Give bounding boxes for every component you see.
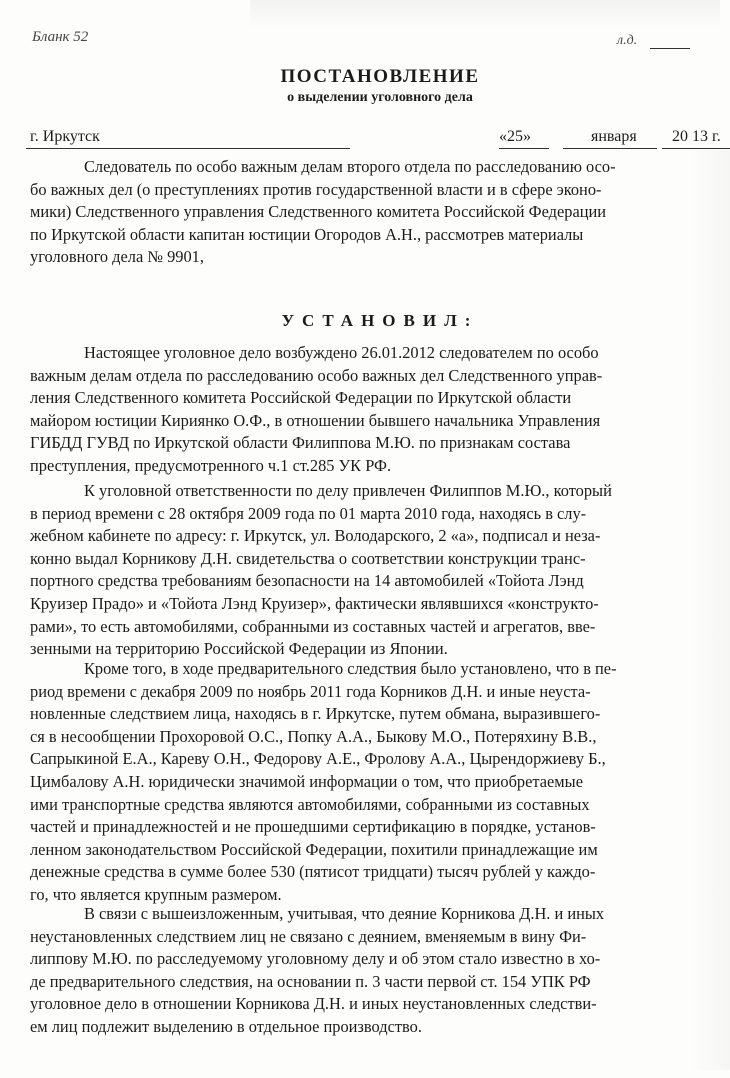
text-line: Круизер Прадо» и «Тойота Лэнд Круизер», фактически являвшихся «конструкто- (30, 593, 599, 613)
text-line: зенными на территорию Российской Федерации из Японии. (30, 639, 448, 659)
text-line: риод времени с декабря 2009 по ноябрь 2011 года Корников Д.Н. и иные неуста- (30, 681, 591, 701)
text-line: майором юстиции Кириянко О.Ф., в отношении бывшего начальника Управления (30, 410, 601, 430)
text-line: К уголовной ответственности по делу привлечен Филиппов М.Ю., который (84, 481, 612, 500)
form-label: Бланк 52 (32, 29, 89, 45)
text-line: по Иркутской области капитан юстиции Огородов А.Н., рассмотрев материалы (30, 224, 584, 244)
text-line: липпову М.Ю. по расследуемому уголовному делу и об этом стало известно в хо- (30, 949, 601, 969)
text-line: бо важных дел (о преступлениях против государственной власти и в сфере эконо- (30, 179, 602, 199)
text-line: уголовного дела № 9901, (30, 247, 204, 267)
text-line: новленные следствием лица, находясь в г. Иркутске, путем обмана, выразившего- (30, 704, 601, 724)
text-line: Кроме того, в ходе предварительного следствия было установлено, что в пе- (84, 659, 617, 678)
case-page-number-label: л.д. (617, 33, 638, 48)
paragraph-1 (30, 342, 730, 478)
scan-shadow (250, 0, 720, 28)
city-underline (26, 148, 350, 149)
text-line: Цимбалову А.Н. юридически значимой информации о том, что приобретаемые (30, 771, 583, 791)
text-line: де предварительного следствия, на основании п. 3 части первой ст. 154 УПК РФ (30, 971, 591, 991)
text-line: денежные средства в сумме более 530 (пятисот тридцати) тысяч рублей у каждо- (30, 862, 596, 882)
text-line: го, что является крупным размером. (30, 884, 282, 904)
text-line: в период времени с 28 октября 2009 года по 01 марта 2010 года, находясь в слу- (30, 503, 587, 523)
text-line: мики) Следственного управления Следственного комитета Российской Федерации (30, 202, 607, 222)
section-heading: УСТАНОВИЛ: (281, 311, 479, 330)
text-line: рами», то есть автомобилями, собранными из составных частей и агрегатов, вве- (30, 616, 596, 636)
text-line: Настоящее уголовное дело возбуждено 26.01.2012 следователем по особо (84, 343, 599, 362)
text-line: конно выдал Корникову Д.Н. свидетельства о соответствии конструкции транс- (30, 548, 586, 568)
text-line: ленном законодательством Российской Федерации, похитили принадлежащие им (30, 839, 598, 859)
date-month: января (591, 128, 637, 145)
text-line: ления Следственного комитета Российской Федерации по Иркутской области (30, 388, 572, 408)
text-line: важным делам отдела по расследованию особо важных дел Следственного управ- (30, 365, 603, 385)
text-line: Следователь по особо важным делам второго отдела по расследованию осо- (84, 157, 616, 176)
text-line: ем лиц подлежит выделению в отдельное производство. (30, 1016, 422, 1036)
text-line: В связи с вышеизложенным, учитывая, что деяние Корникова Д.Н. и иных (84, 904, 605, 923)
city: г. Иркутск (30, 128, 100, 145)
document-subtitle: о выделении уголовного дела (287, 90, 473, 105)
date-day: «25» (499, 128, 531, 145)
date-day-underline (499, 148, 549, 149)
text-line: ими транспортные средства являются автомобилями, собранными из составных (30, 794, 590, 814)
paragraph-3 (30, 658, 730, 907)
text-line: портного средства требованиям безопасности на 14 автомобилей «Тойота Лэнд (30, 571, 584, 591)
paragraph-2 (30, 480, 730, 661)
text-line: Сапрыкиной Е.А., Кареву О.Н., Федорову А.Е., Фролову А.А., Цырендоржиеву Б., (30, 749, 606, 769)
date-year-underline (662, 148, 730, 149)
date-month-underline (563, 148, 657, 149)
intro-paragraph (30, 156, 730, 269)
document-title: ПОСТАНОВЛЕНИЕ (280, 66, 480, 87)
text-line: неустановленных следствием лиц не связано с деянием, вменяемым в вину Фи- (30, 926, 587, 946)
text-line: ГИБДД ГУВД по Иркутской области Филиппова М.Ю. по признакам состава (30, 433, 571, 453)
date-year: 20 13 г. (672, 128, 721, 145)
text-line: уголовное дело в отношении Корникова Д.Н. и иных неустановленных следстви- (30, 994, 597, 1014)
text-line: жебном кабинете по адресу: г. Иркутск, ул. Володарского, 2 «а», подписал и неза- (30, 526, 601, 546)
text-line: ся в несообщении Прохоровой О.С., Попку А.А., Быкову М.О., Потеряхину В.В., (30, 726, 597, 746)
text-line: частей и принадлежностей и не прошедшими сертификацию в порядке, установ- (30, 817, 596, 837)
case-page-number-line (650, 48, 690, 49)
text-line: преступления, предусмотренного ч.1 ст.285 УК РФ. (30, 455, 392, 475)
paragraph-4 (30, 903, 730, 1039)
